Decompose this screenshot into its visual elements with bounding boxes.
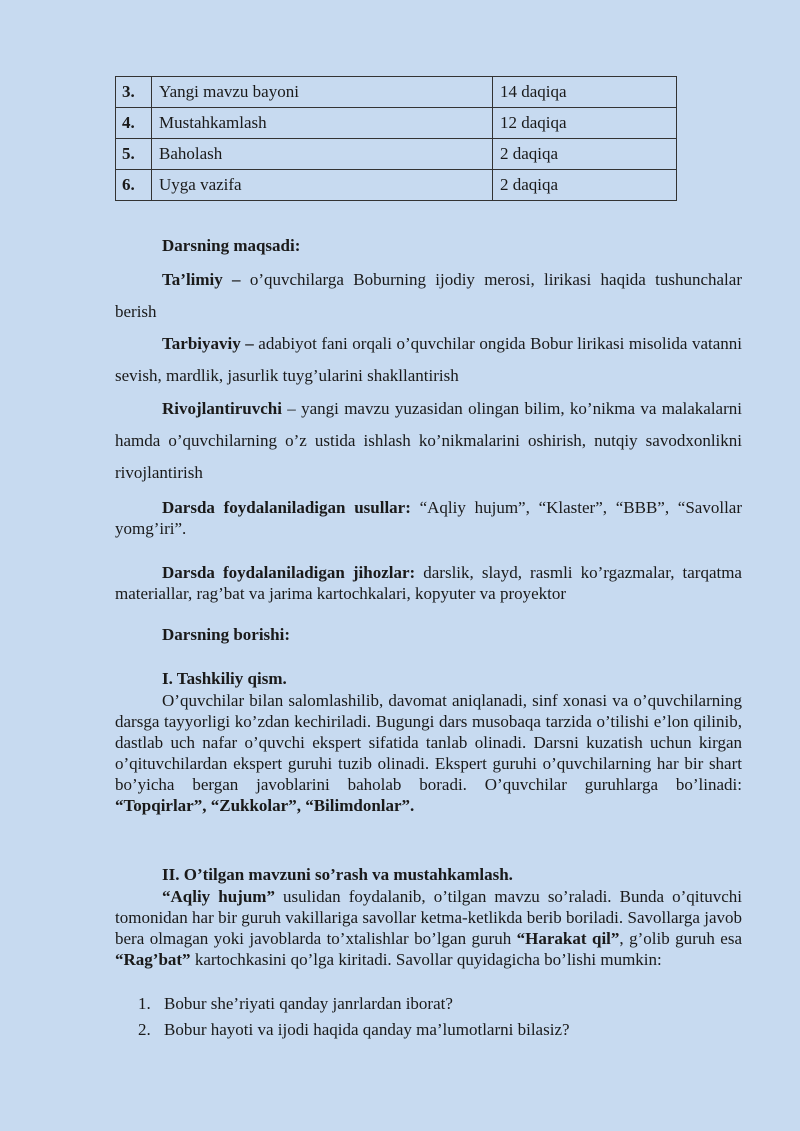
talimiy-paragraph bbox=[115, 264, 742, 328]
tarbiyaviy-paragraph bbox=[115, 328, 742, 392]
methods-paragraph bbox=[115, 497, 742, 539]
method-name: “Aqliy hujum” bbox=[162, 887, 275, 906]
question-number: 2. bbox=[138, 1020, 151, 1039]
stage-time: 2 daqiqa bbox=[493, 139, 677, 170]
table-row bbox=[116, 139, 677, 170]
stage-time: 12 daqiqa bbox=[493, 108, 677, 139]
question-text: Bobur hayoti va ijodi haqida qanday ma’lumotlarni bilasiz? bbox=[164, 1020, 570, 1039]
part2-paragraph bbox=[115, 886, 742, 970]
part2-text-2: , g’olib guruh esa bbox=[619, 929, 742, 948]
stage-name: Uyga vazifa bbox=[152, 170, 493, 201]
tarbiyaviy-label: Tarbiyaviy – bbox=[162, 334, 254, 353]
question-text: Bobur she’riyati qanday janrlardan iborat? bbox=[164, 994, 453, 1013]
group-names: “Topqirlar”, “Zukkolar”, “Bilimdonlar”. bbox=[115, 796, 415, 815]
tarbiyaviy-text: adabiyot fani orqali o’quvchilar ongida Bobur lirikasi misolida vatanni sevish, mardlik, jasurlik tuyg’ularini shakllantirish bbox=[115, 334, 742, 385]
card-ragbat: “Rag’bat” bbox=[115, 950, 191, 969]
question-number: 1. bbox=[138, 994, 151, 1013]
questions-list bbox=[138, 991, 570, 1043]
lesson-plan-table bbox=[115, 76, 677, 201]
methods-text: “Aqliy hujum”, “Klaster”, “BBB”, “Savollar yomg’iri”. bbox=[115, 498, 742, 538]
stage-name: Yangi mavzu bayoni bbox=[152, 77, 493, 108]
methods-label: Darsda foydalaniladigan usullar: bbox=[162, 498, 411, 517]
part1-text: O’quvchilar bilan salomlashilib, davomat aniqlanadi, sinf xonasi va o’quvchilarning darsga tayyorligi ko’zdan kechiriladi. Bugungi dars musobaqa tarzida o’tilishi e’lon qilinib, dastlab uch nafar o’quvchi ekspert sifatida tanlab olinadi. Darsni kuzatish uchun kirgan o’qituvchilardan ekspert guruhi tuzib olinadi. Ekspert guruhi o’quvchilarning har bir shart bo’yicha bergan javoblarini baholab boradi. O’quvchilar guruhlarga bo’linadi: bbox=[115, 691, 742, 794]
table-row bbox=[116, 77, 677, 108]
row-number: 5. bbox=[116, 139, 152, 170]
goals-heading: Darsning maqsadi: bbox=[162, 236, 301, 255]
stage-time: 2 daqiqa bbox=[493, 170, 677, 201]
rivojlantiruvchi-label: Rivojlantiruvchi bbox=[162, 399, 282, 418]
part2-heading: II. O’tilgan mavzuni so’rash va mustahkamlash. bbox=[162, 865, 513, 884]
talimiy-text: o’quvchilarga Boburning ijodiy merosi, lirikasi haqida tushunchalar berish bbox=[115, 270, 742, 321]
list-item bbox=[138, 1017, 570, 1043]
rivojlantiruvchi-text: – yangi mavzu yuzasidan olingan bilim, ko’nikma va malakalarni hamda o’quvchilarning o’z ustida ishlash ko’nikmalarini oshirish, nutqiy savodxonlikni rivojlantirish bbox=[115, 399, 742, 482]
part2-text-3: kartochkasini qo’lga kiritadi. Savollar quyidagicha bo’lishi mumkin: bbox=[190, 950, 662, 969]
rivojlantiruvchi-paragraph bbox=[115, 393, 742, 489]
equipment-paragraph bbox=[115, 562, 742, 604]
table-row bbox=[116, 170, 677, 201]
list-item bbox=[138, 991, 570, 1017]
stage-name: Baholash bbox=[152, 139, 493, 170]
equipment-label: Darsda foydalaniladigan jihozlar: bbox=[162, 563, 416, 582]
table-row bbox=[116, 108, 677, 139]
card-harakat: “Harakat qil” bbox=[516, 929, 620, 948]
part1-heading: I. Tashkiliy qism. bbox=[162, 669, 287, 688]
part2-text-1: usulidan foydalanib, o’tilgan mavzu so’raladi. Bunda o’qituvchi tomonidan har bir guruh vakillariga savollar ketma-ketlikda berib boriladi. Savollarga javob bera olmagan yoki javoblarda to’xtalishlar bo’lgan guruh bbox=[115, 887, 742, 948]
row-number: 6. bbox=[116, 170, 152, 201]
row-number: 3. bbox=[116, 77, 152, 108]
equipment-text: darslik, slayd, rasmli ko’rgazmalar, tarqatma materiallar, rag’bat va jarima kartochkalari, kopyuter va proyektor bbox=[115, 563, 742, 603]
row-number: 4. bbox=[116, 108, 152, 139]
stage-time: 14 daqiqa bbox=[493, 77, 677, 108]
progress-heading: Darsning borishi: bbox=[162, 625, 290, 644]
talimiy-label: Ta’limiy – bbox=[162, 270, 241, 289]
part1-paragraph bbox=[115, 690, 742, 816]
stage-name: Mustahkamlash bbox=[152, 108, 493, 139]
